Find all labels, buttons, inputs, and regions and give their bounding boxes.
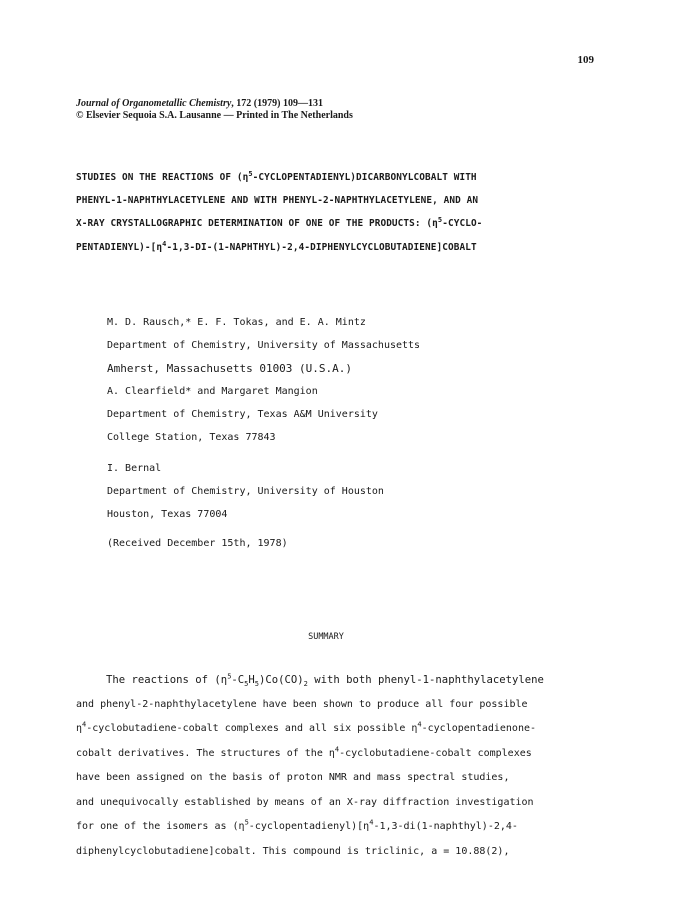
summary-text: -cyclopentadienone- [421,723,536,734]
author-names: I. Bernal [107,463,162,474]
title-line-4 [76,236,606,259]
author-names: M. D. Rausch,* E. F. Tokas, and E. A. Mintz [107,317,366,328]
summary-line-6: and unequivocally established by means of an X-ray diffraction investigation [76,796,534,808]
page-number: 109 [577,54,594,66]
summary-text: with both phenyl-1-naphthylacetylene [307,674,544,686]
title-superscript: 5 [248,169,253,178]
article-title [76,166,606,259]
summary-subscript: 5 [254,680,259,689]
title-line-2: PHENYL-1-NAPHTHYLACETYLENE AND WITH PHENYL-2-NAPHTHYLACETYLENE, AND AN [76,195,479,207]
title-text: -CYCLO- [442,218,483,230]
summary-text: η [76,723,83,734]
journal-citation [76,98,353,110]
summary-line-8: diphenylcyclobutadiene]cobalt. This compound is triclinic, a = 10.88(2), [76,845,510,857]
title-text: STUDIES ON THE REACTIONS OF (η [76,172,249,183]
summary-superscript: 5 [227,672,232,681]
summary-body [76,668,616,864]
summary-superscript: 4 [82,720,87,729]
title-text: X-RAY CRYSTALLOGRAPHIC DETERMINATION OF ONE OF THE PRODUCTS: (η [76,218,438,230]
affiliation-city: College Station, Texas 77843 [107,432,276,443]
title-text: -CYCLOPENTADIENYL)DICARBONYLCOBALT WITH [252,172,477,183]
summary-text: cobalt derivatives. The structures of the η [76,747,335,759]
summary-text: -cyclobutadiene-cobalt complexes and all six possible η [86,723,418,734]
summary-line-3 [76,717,616,742]
summary-subscript: 2 [303,680,308,689]
title-text: -1,3-DI-(1-NAPHTHYL)-2,4-DIPHENYLCYCLOBUTADIENE]COBALT [166,241,477,253]
title-line-1 [76,166,606,189]
summary-text: -1,3-di(1-naphthyl)-2,4- [373,821,518,832]
journal-name: Journal of Organometallic Chemistry [76,98,232,109]
summary-superscript: 4 [417,720,422,729]
summary-text: -cyclopentadienyl)[η [248,821,370,832]
summary-line-2: and phenyl-2-naphthylacetylene have been shown to produce all four possible [76,698,528,710]
summary-superscript: 4 [334,745,340,754]
summary-superscript: 5 [244,818,249,827]
received-date: (Received December 15th, 1978) [107,538,288,549]
author-names: A. Clearfield* and Margaret Mangion [107,386,318,397]
title-text: PENTADIENYL)-[η [76,241,163,253]
summary-text: H [248,674,255,686]
summary-text: The reactions of (η [106,674,228,686]
title-superscript: 5 [437,216,443,225]
summary-text: for one of the isomers as (η [76,821,245,832]
summary-heading: SUMMARY [308,632,344,642]
affiliation-city: Houston, Texas 77004 [107,509,228,520]
affiliation-department: Department of Chemistry, Texas A&M University [107,409,378,420]
summary-line-7 [76,815,616,840]
summary-line-4 [76,742,616,767]
author-block [107,311,587,555]
summary-superscript: 4 [369,818,374,827]
title-line-3 [76,212,606,235]
summary-text: -cyclobutadiene-cobalt complexes [339,747,532,759]
summary-subscript: 5 [244,680,249,689]
summary-line-5: have been assigned on the basis of proton NMR and mass spectral studies, [76,772,510,783]
affiliation-department: Department of Chemistry, University of Houston [107,486,384,497]
journal-header [76,98,353,122]
journal-volume: , 172 (1979) 109—131 [231,98,323,109]
spacer [107,449,587,457]
summary-line-1 [76,668,616,693]
copyright-line: © Elsevier Sequoia S.A. Lausanne — Printed in The Netherlands [76,110,353,121]
summary-text: )Co(CO) [259,674,304,686]
affiliation-department: Department of Chemistry, University of Massachusetts [107,340,421,351]
title-superscript: 4 [162,239,167,248]
summary-text: -C [231,674,245,686]
affiliation-city: Amherst, Massachusetts 01003 (U.S.A.) [107,362,353,375]
